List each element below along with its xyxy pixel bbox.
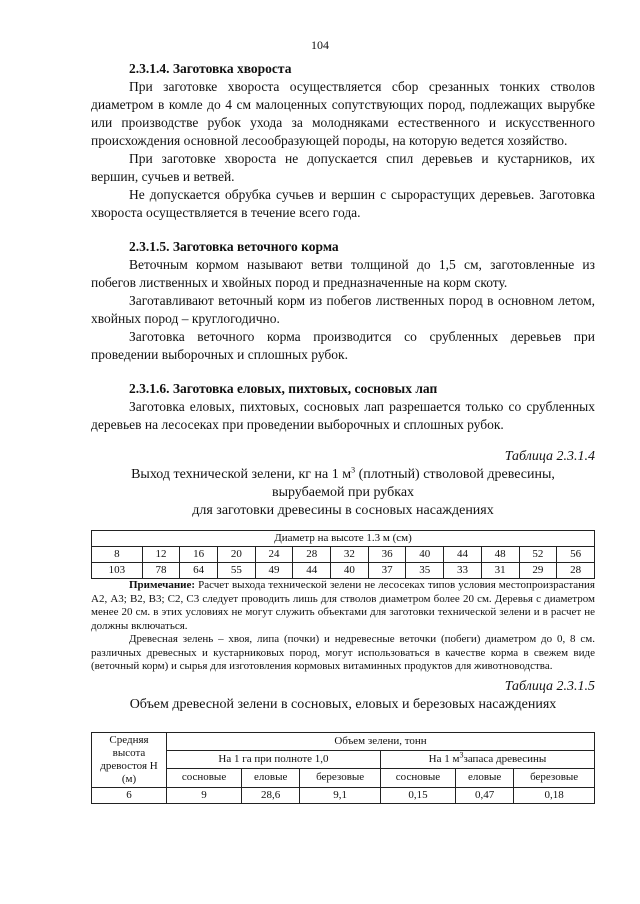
table-cell: 36 [368,547,406,563]
paragraph: При заготовке хвороста осуществляется сбор срезанных тонких стволов диаметром в комле до 4 см малоценных сопутствующих пород, подлежащих вырубке или производстве рубок ухода за молодняками естественного и искусственного происхождения основной лесообразующей породы, на которую ведется хозяйство. [91,79,595,148]
paragraph: Заготовка веточного корма производится со срубленных деревьев при проведении выборочных и сплошных рубок. [91,329,595,362]
green-volume-table [91,732,595,804]
table-cell: 52 [519,547,557,563]
table-cell: 40 [406,547,444,563]
table-caption: Таблица 2.3.1.5 [504,678,595,694]
table-header: березовые [300,769,381,787]
table-title: вырубаемой при рубках [271,485,415,500]
table-cell: 35 [406,563,444,579]
table-header: еловые [242,769,300,787]
table-cell: 29 [519,563,557,579]
table-header: сосновые [167,769,242,787]
table-cell: 78 [142,563,180,579]
table-title: Выход технической зелени, кг на 1 $м^3$ (плотный) стволовой древесины, [131,465,555,482]
table-cell: 40 [331,563,369,579]
table-header: березовые [514,769,595,787]
table-cell: 9,1 [300,787,381,803]
table-cell: 56 [557,547,595,563]
table-row [92,563,595,579]
table-cell: 0,18 [514,787,595,803]
table-header: Объем зелени, тонн [167,732,595,750]
table-header: сосновые [380,769,455,787]
table-cell: 37 [368,563,406,579]
paragraph: Заготовка еловых, пихтовых, сосновых лап разрешается только со срубленных деревьев на лесосеках при проведении выборочных и сплошных рубок. [91,399,595,432]
section-heading: 2.3.1.6. Заготовка еловых, пихтовых, сосновых лап [129,381,438,396]
table-row [92,547,595,563]
table-cell: 55 [218,563,256,579]
table-cell: 24 [255,547,293,563]
table-header: Средняя высота древостоя Н (м) [92,732,167,787]
table-cell: 28 [293,547,331,563]
section-heading: 2.3.1.5. Заготовка веточного корма [129,239,339,254]
table-cell: 12 [142,547,180,563]
green-yield-table [91,530,595,579]
table-cell: 16 [180,547,218,563]
table-header: На 1 га при полноте 1,0 [167,750,381,768]
table-cell: 20 [218,547,256,563]
paragraph: При заготовке хвороста не допускается спил деревьев и кустарников, их вершин, сучьев и ветвей. [91,151,595,184]
table-cell: 44 [444,547,482,563]
table-cell: 0,15 [380,787,455,803]
table-cell: 32 [331,547,369,563]
table-cell: 44 [293,563,331,579]
paragraph: Заготавливают веточный корм из побегов лиственных пород в основном летом, хвойных пород – круглогодично. [91,293,595,326]
paragraph: Не допускается обрубка сучьев и вершин с сырорастущих деревьев. Заготовка хвороста осуществляется в течение всего года. [91,187,595,220]
paragraph: Веточным кормом называют ветви толщиной до 1,5 см, заготовленные из побегов лиственных и хвойных пород и предназначенные на корм скоту. [91,257,595,290]
table-cell: 0,47 [456,787,514,803]
table-row [92,769,595,787]
page-number: 104 [311,38,329,52]
table-cell: 48 [481,547,519,563]
table-cell: 49 [255,563,293,579]
table-cell: 9 [167,787,242,803]
table-note: Древесная зелень – хвоя, липа (почки) и недревесные веточки (побеги) диаметром до 0, 8 см. различных древесных и кустарниковых пород, могут использоваться в качестве корма в свежем виде (веточный корм) и сырья для изготовления кормовых витаминных продуктов для животноводства. [91,633,595,672]
table-cell: 31 [481,563,519,579]
table-cell: 8 [92,547,143,563]
table-cell: 6 [92,787,167,803]
table-header: Диаметр на высоте 1.3 м (см) [92,531,595,547]
table-header: еловые [456,769,514,787]
table-cell: 64 [180,563,218,579]
table-cell: 103 [92,563,143,579]
section-heading: 2.3.1.4. Заготовка хвороста [129,61,292,76]
table-caption: Таблица 2.3.1.4 [504,449,595,464]
table-cell: 28 [557,563,595,579]
table-note: Примечание: Расчет выхода технической зелени не лесосеках типов условия местопроизрастания А2, А3; В2, В3; С2, С3 следует проводить лишь для стволов диаметром более 20 см. Деревья с диаметром менее 20 см. в этих условиях не могут служить объектами для заготовки технической зелени и в расчет не должны включаться. [91,579,595,632]
table-row [92,787,595,803]
table-title: для заготовки древесины в сосновых насаждениях [192,503,494,518]
table-title: Объем древесной зелени в сосновых, еловых и березовых насаждениях [129,696,557,712]
page-content [91,60,595,804]
table-header: На 1 $м^3запаса$ древесины [380,750,594,768]
table-cell: 28,6 [242,787,300,803]
table-cell: 33 [444,563,482,579]
